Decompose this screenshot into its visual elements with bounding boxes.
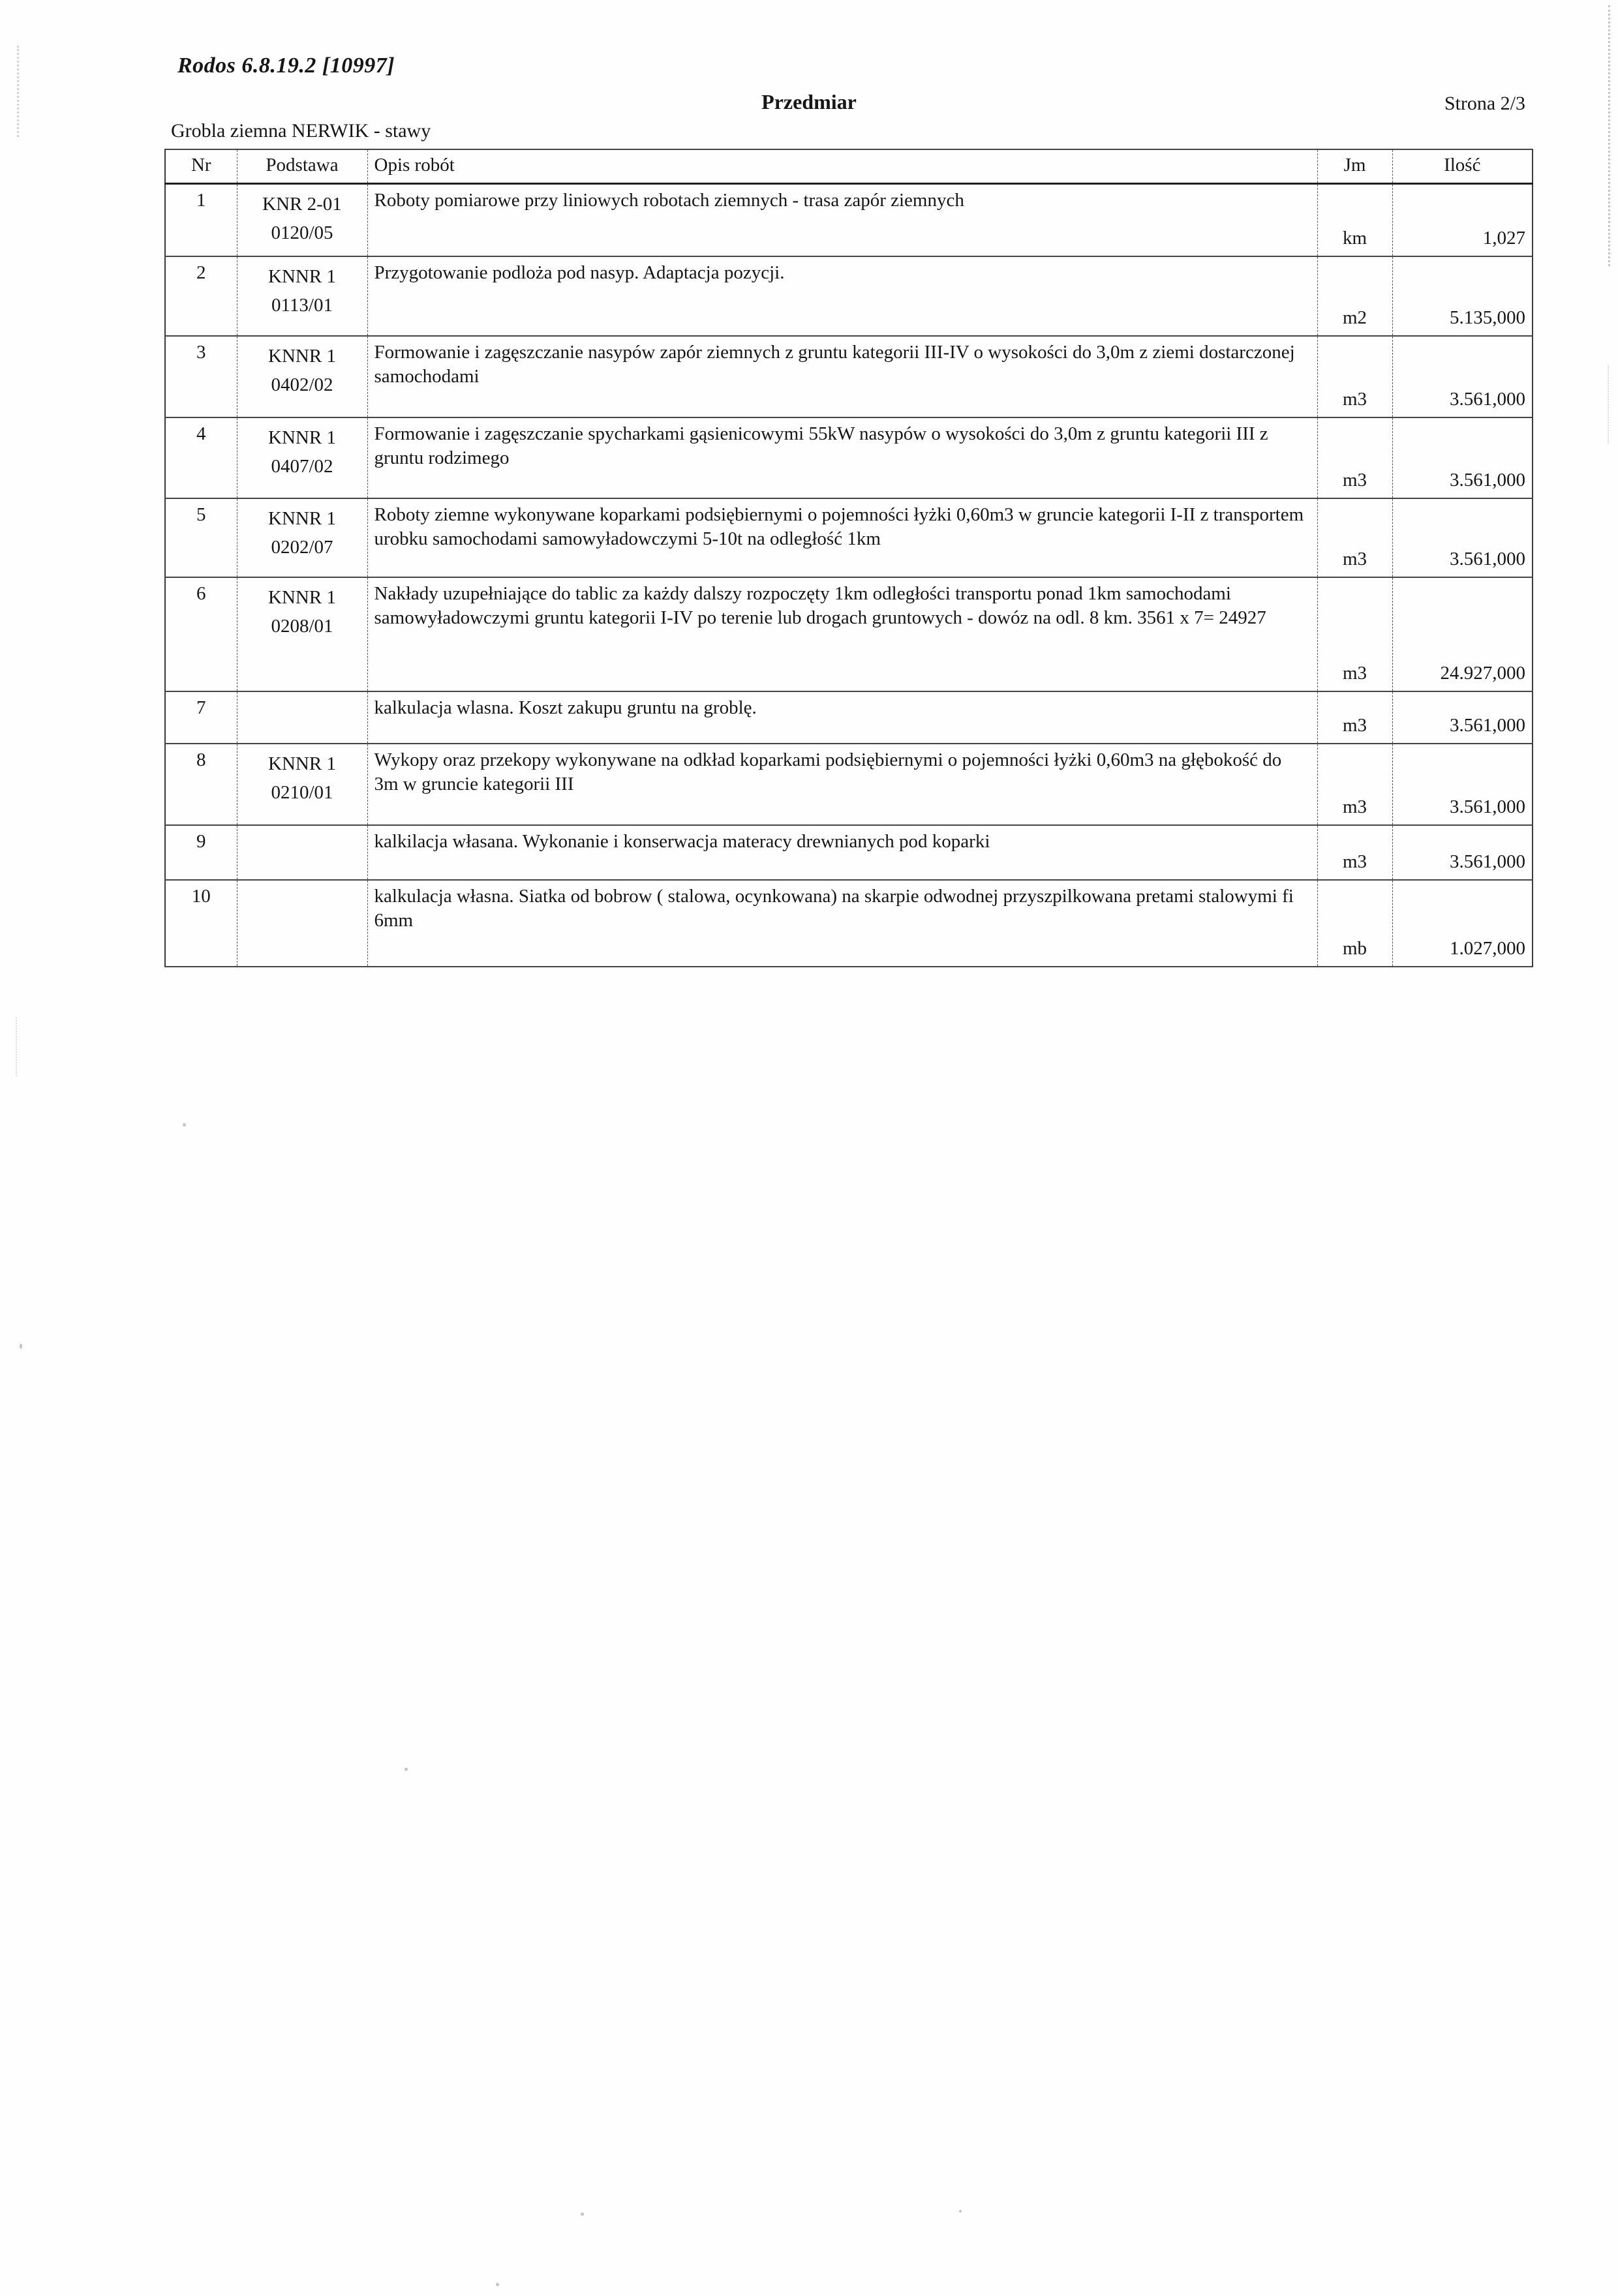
cell-nr: 5 [165,498,237,577]
table-row [165,256,1533,336]
podstawa-subcode: 0113/01 [271,295,333,316]
podstawa-subcode: 0210/01 [271,782,333,803]
podstawa-subcode: 0208/01 [271,616,333,637]
cell-opis: Formowanie i zagęszczanie spycharkami gąsienicowymi 55kW nasypów o wysokości do 3,0m z gruntu kategorii III z gruntu rodzimego [367,417,1317,498]
table-row [165,498,1533,577]
cell-jm: m3 [1317,577,1392,691]
cell-ilosc: 3.561,000 [1392,825,1533,880]
cell-nr: 1 [165,183,237,256]
scan-speck [183,1123,186,1126]
column-header-jm: Jm [1317,149,1392,183]
cell-opis: Roboty pomiarowe przy liniowych robotach ziemnych - trasa zapór ziemnych [367,183,1317,256]
cell-opis: Nakłady uzupełniające do tablic za każdy dalszy rozpoczęty 1km odległości transportu ponad 1km samochodami samowyładowczymi gruntu kategorii I-IV po terenie lub drogach gruntowych - dowóz na odl. 8 km. 3561 x 7= 24927 [367,577,1317,691]
cell-opis: Wykopy oraz przekopy wykonywane na odkład koparkami podsiębiernymi o pojemności łyżki 0,60m3 na głębokość do 3m w gruncie kategorii III [367,744,1317,825]
podstawa-code: KNNR 1 [268,427,336,448]
cell-podstawa [237,691,367,744]
cell-opis: Przygotowanie podloża pod nasyp. Adaptacja pozycji. [367,256,1317,336]
document-title: Przedmiar [761,90,857,113]
cell-jm: m3 [1317,691,1392,744]
cell-nr: 6 [165,577,237,691]
cell-jm: m3 [1317,417,1392,498]
cell-ilosc: 24.927,000 [1392,577,1533,691]
scan-speck [959,2210,962,2213]
cell-nr: 9 [165,825,237,880]
scan-speck [496,2283,499,2286]
page-number: Strona 2/3 [1444,93,1525,114]
cell-ilosc: 3.561,000 [1392,417,1533,498]
cell-podstawa [237,577,367,691]
table-row [165,691,1533,744]
cell-ilosc: 3.561,000 [1392,498,1533,577]
bill-of-quantities-table [164,149,1533,967]
column-header-ilosc: Ilość [1392,149,1533,183]
podstawa-subcode: 0202/07 [271,537,333,558]
column-header-nr: Nr [165,149,237,183]
table-row [165,336,1533,417]
cell-jm: m3 [1317,336,1392,417]
cell-podstawa [237,825,367,880]
cell-nr: 2 [165,256,237,336]
cell-opis: kalkulacja własna. Siatka od bobrow ( stalowa, ocynkowana) na skarpie odwodnej przyszpilkowana pretami stalowymi fi 6mm [367,880,1317,967]
program-version-header: Rodos 6.8.19.2 [10997] [177,53,395,78]
scan-speck [581,2213,584,2216]
scan-speck [404,1768,408,1771]
table-row [165,417,1533,498]
podstawa-code: KNNR 1 [268,266,336,287]
podstawa-code: KNNR 1 [268,753,336,774]
table-row [165,744,1533,825]
podstawa-code: KNNR 1 [268,587,336,608]
table-row [165,183,1533,256]
podstawa-code: KNNR 1 [268,508,336,529]
scan-artifact [1608,365,1609,444]
cell-opis: kalkulacja wlasna. Koszt zakupu gruntu na groblę. [367,691,1317,744]
cell-ilosc: 3.561,000 [1392,336,1533,417]
cell-jm: m3 [1317,744,1392,825]
cell-podstawa [237,417,367,498]
cell-nr: 10 [165,880,237,967]
cell-jm: m3 [1317,825,1392,880]
cell-nr: 4 [165,417,237,498]
project-subtitle: Grobla ziemna NERWIK - stawy [171,120,431,142]
cell-podstawa [237,880,367,967]
cell-jm: mb [1317,880,1392,967]
cell-nr: 7 [165,691,237,744]
cell-ilosc: 5.135,000 [1392,256,1533,336]
podstawa-code: KNNR 1 [268,346,336,367]
cell-jm: km [1317,183,1392,256]
cell-ilosc: 3.561,000 [1392,691,1533,744]
table-row [165,577,1533,691]
cell-nr: 8 [165,744,237,825]
cell-opis: Roboty ziemne wykonywane koparkami podsiębiernymi o pojemności łyżki 0,60m3 w gruncie kategorii I-II z transportem urobku samochodami samowyładowczymi 5-10t na odległość 1km [367,498,1317,577]
cell-podstawa [237,336,367,417]
podstawa-code: KNR 2-01 [262,193,342,215]
table-row [165,825,1533,880]
column-header-podstawa: Podstawa [237,149,367,183]
bill-of-quantities [164,149,1533,967]
podstawa-subcode: 0402/02 [271,374,333,395]
column-header-opis-robot: Opis robót [367,149,1317,183]
scan-speck [20,1344,22,1349]
cell-nr: 3 [165,336,237,417]
table-row [165,880,1533,967]
cell-jm: m3 [1317,498,1392,577]
cell-ilosc: 3.561,000 [1392,744,1533,825]
cell-opis: Formowanie i zagęszczanie nasypów zapór ziemnych z gruntu kategorii III-IV o wysokości do 3,0m z ziemi dostarczonej samochodami [367,336,1317,417]
podstawa-subcode: 0120/05 [271,222,333,243]
cell-podstawa [237,498,367,577]
cell-podstawa [237,183,367,256]
scan-artifact [16,1018,17,1076]
table-header-row [165,149,1533,183]
cell-jm: m2 [1317,256,1392,336]
cell-opis: kalkilacja własana. Wykonanie i konserwacja materacy drewnianych pod koparki [367,825,1317,880]
cell-ilosc: 1.027,000 [1392,880,1533,967]
scan-artifact [1608,5,1610,266]
podstawa-subcode: 0407/02 [271,456,333,477]
cell-ilosc: 1,027 [1392,183,1533,256]
cell-podstawa [237,256,367,336]
cell-podstawa [237,744,367,825]
